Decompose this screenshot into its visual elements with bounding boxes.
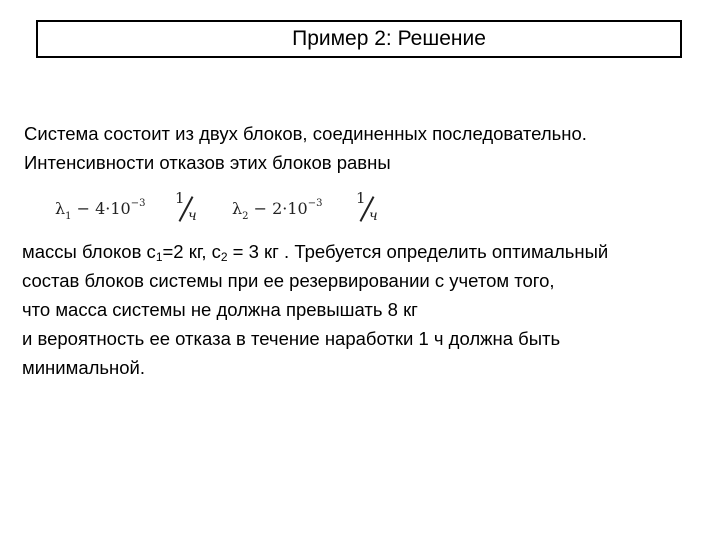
exponent: −3 xyxy=(307,198,323,209)
intro-paragraph xyxy=(24,119,587,177)
lambda-symbol: λ xyxy=(55,199,66,218)
body-line-3: что масса системы не должна превышать 8 кг xyxy=(22,299,418,320)
body-line-4: и вероятность ее отказа в течение наработки 1 ч должна быть xyxy=(22,328,561,349)
lambda-symbol: λ xyxy=(232,199,243,218)
lambda-index: 1 xyxy=(65,211,72,222)
coefficient: 2·10 xyxy=(272,199,308,218)
body-line-1: массы блоков $с_1=2$ кг, $с_2 = 3$ кг . Требуется определить оптимальный xyxy=(22,241,609,264)
body-line-5: минимальной. xyxy=(22,357,146,378)
body-paragraph xyxy=(22,237,608,382)
fraction-numerator: 1 xyxy=(356,189,366,207)
slide-title-box xyxy=(36,20,682,58)
fraction-numerator: 1 xyxy=(175,189,185,207)
intro-line-1: Система состоит из двух блоков, соединенных последовательно. xyxy=(24,123,587,144)
fraction-denominator: ч xyxy=(188,208,197,224)
intro-line-2: Интенсивности отказов этих блоков равны xyxy=(24,152,391,173)
body-line-2: состав блоков системы при ее резервировании с учетом того, xyxy=(22,270,555,291)
lambda-index: 2 xyxy=(242,211,249,222)
failure-rate-formulas: $\lambda_1 - 4\cdot 10^{-3}$ 1 ч $\lambda_2 - 2\cdot 10^{-3}$ 1 ч xyxy=(55,189,378,224)
exponent: −3 xyxy=(130,198,146,209)
coefficient: 4·10 xyxy=(95,199,131,218)
slide-title: Пример 2: Решение xyxy=(292,27,486,50)
fraction-denominator: ч xyxy=(369,208,378,224)
